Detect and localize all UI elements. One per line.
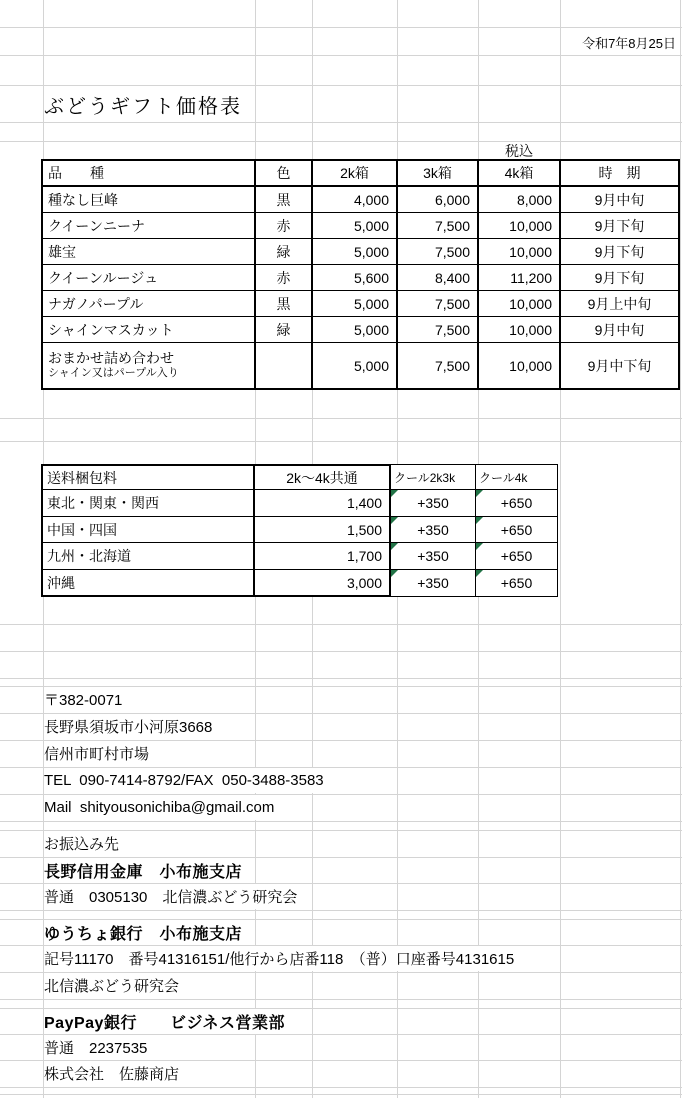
gridline-horizontal [0, 651, 682, 652]
cell-fee: 3,000 [255, 570, 391, 597]
cool-fee-value: +350 [417, 495, 449, 511]
price-header-variety: 品 種 [43, 161, 256, 187]
cell-period: 9月中旬 [561, 317, 678, 343]
cell-period: 9月下旬 [561, 239, 678, 265]
error-indicator-triangle [476, 517, 483, 524]
mail-address: Mail shityousonichiba@gmail.com [44, 795, 282, 820]
cell-price-2k: 5,000 [313, 291, 398, 317]
cell-price-4k: 8,000 [479, 187, 561, 213]
error-indicator-triangle [391, 570, 398, 577]
cool-fee-value: +650 [500, 521, 533, 538]
gridline-horizontal [0, 910, 682, 911]
cell-period: 9月上中旬 [561, 291, 678, 317]
cell-price-2k: 5,600 [313, 265, 398, 291]
cool-fee-value: +650 [500, 495, 533, 511]
error-indicator-triangle [391, 490, 398, 497]
gridline-horizontal [0, 678, 682, 679]
bank-name-paypay: PayPay銀行 ビジネス営業部 [44, 1009, 293, 1034]
cell-price-4k: 10,000 [479, 239, 561, 265]
price-header-2k: 2k箱 [313, 161, 398, 187]
cell-variety: シャインマスカット [43, 317, 256, 343]
cell-price-2k: 5,000 [313, 343, 398, 388]
gridline-horizontal [0, 418, 682, 419]
gridline-horizontal [0, 27, 682, 28]
tax-included-note: 税込 [505, 142, 533, 159]
address: 長野県須坂市小河原3668 [44, 714, 220, 739]
cell-cool4k [476, 490, 558, 517]
cool-fee-value: +650 [500, 575, 533, 591]
bank-account-line: 普通 2237535 [44, 1035, 155, 1060]
cell-price-4k: 10,000 [479, 317, 561, 343]
cell-color: 赤 [256, 213, 313, 239]
payment-heading: お振込み先 [44, 831, 127, 856]
cell-cool2k3k [391, 543, 476, 570]
gridline-horizontal [0, 122, 682, 123]
error-indicator-triangle [476, 543, 483, 550]
price-header-3k: 3k箱 [398, 161, 479, 187]
cell-price-3k: 7,500 [398, 213, 479, 239]
cell-price-4k: 10,000 [479, 291, 561, 317]
tel-fax: TEL 090-7414-8792/FAX 050-3488-3583 [44, 768, 332, 793]
postal-code: 〒382-0071 [44, 687, 130, 712]
price-header-period: 時 期 [561, 161, 678, 187]
cell-color: 黒 [256, 291, 313, 317]
price-header-color: 色 [256, 161, 313, 187]
shipping-header-region: 送料梱包料 [41, 464, 255, 490]
cool-fee-value: +650 [500, 548, 533, 564]
cool-fee-value: +350 [417, 521, 449, 538]
cell-period: 9月下旬 [561, 213, 678, 239]
cell-price-3k: 7,500 [398, 239, 479, 265]
cell-price-3k: 7,500 [398, 317, 479, 343]
assorted-line2: シャイン又はパープル入り [48, 367, 179, 380]
shipping-header-cool4k: クール4k [476, 464, 558, 490]
page-title: ぶどうギフト価格表 [44, 88, 250, 121]
gridline-horizontal [0, 85, 682, 86]
cell-price-2k: 5,000 [313, 213, 398, 239]
gridline-horizontal [0, 1087, 682, 1088]
cell-price-3k: 7,500 [398, 291, 479, 317]
bank-account-holder: 北信濃ぶどう研究会 [44, 973, 187, 998]
cell-price-4k: 11,200 [479, 265, 561, 291]
shipping-header-common: 2k〜4k共通 [255, 464, 391, 490]
error-indicator-triangle [476, 490, 483, 497]
cell-region: 沖縄 [41, 570, 255, 597]
cell-fee: 1,500 [255, 517, 391, 543]
gridline-horizontal [0, 441, 682, 442]
cool-fee-value: +350 [417, 575, 449, 591]
cell-color [256, 343, 313, 388]
gridline-horizontal [0, 999, 682, 1000]
gridline-horizontal [0, 1094, 682, 1095]
gridline-horizontal [0, 141, 682, 142]
cell-region: 九州・北海道 [41, 543, 255, 570]
cell-fee: 1,400 [255, 490, 391, 517]
cell-price-2k: 5,000 [313, 239, 398, 265]
cell-cool4k [476, 543, 558, 570]
cell-cool2k3k [391, 570, 476, 597]
market-name: 信州市町村市場 [44, 741, 157, 766]
shipping-header-cool2k3k: クール2k3k [391, 464, 476, 490]
cell-cool4k [476, 517, 558, 543]
cell-cool4k [476, 570, 558, 597]
cell-variety: 種なし巨峰 [43, 187, 256, 213]
error-indicator-triangle [476, 570, 483, 577]
assorted-line1: おまかせ詰め合わせ [48, 349, 174, 366]
gridline-horizontal [0, 624, 682, 625]
cool-fee-value: +350 [417, 548, 449, 564]
cell-variety-assorted [43, 343, 256, 388]
cell-price-4k: 10,000 [479, 343, 561, 388]
bank-account-holder: 株式会社 佐藤商店 [44, 1061, 187, 1086]
cell-period: 9月下旬 [561, 265, 678, 291]
bank-name-yucho: ゆうちょ銀行 小布施支店 [44, 920, 250, 945]
cell-period: 9月中下旬 [587, 357, 652, 374]
cell-cool2k3k [391, 517, 476, 543]
cell-price-4k: 10,000 [479, 213, 561, 239]
cell-color: 緑 [256, 239, 313, 265]
bank-name-nagano-shinkin: 長野信用金庫 小布施支店 [44, 858, 250, 883]
document-date: 令和7年8月25日 [582, 31, 676, 53]
cell-variety: 雄宝 [43, 239, 256, 265]
gridline-horizontal [0, 55, 682, 56]
cell-color: 緑 [256, 317, 313, 343]
cell-price-3k: 6,000 [398, 187, 479, 213]
cell-price-2k: 4,000 [313, 187, 398, 213]
cell-price-2k: 5,000 [313, 317, 398, 343]
cell-region: 東北・関東・関西 [41, 490, 255, 517]
cell-fee: 1,700 [255, 543, 391, 570]
cell-color: 赤 [256, 265, 313, 291]
price-header-4k: 4k箱 [479, 161, 561, 187]
error-indicator-triangle [391, 543, 398, 550]
cell-color: 黒 [256, 187, 313, 213]
cell-price-3k: 8,400 [398, 265, 479, 291]
cell-region: 中国・四国 [41, 517, 255, 543]
error-indicator-triangle [391, 517, 398, 524]
cell-variety: クイーンニーナ [43, 213, 256, 239]
cell-variety: ナガノパープル [43, 291, 256, 317]
bank-account-line: 普通 0305130 北信濃ぶどう研究会 [44, 884, 305, 909]
cell-cool2k3k [391, 490, 476, 517]
cell-period: 9月中旬 [561, 187, 678, 213]
cell-variety: クイーンルージュ [43, 265, 256, 291]
shipping-table [41, 464, 558, 597]
gridline-horizontal [0, 821, 682, 822]
cell-price-3k: 7,500 [398, 343, 479, 388]
bank-account-line: 記号11170 番号41316151/他行から店番118 （普）口座番号4131615 [44, 946, 522, 971]
gridline-vertical [680, 0, 681, 1098]
price-table [41, 159, 680, 390]
